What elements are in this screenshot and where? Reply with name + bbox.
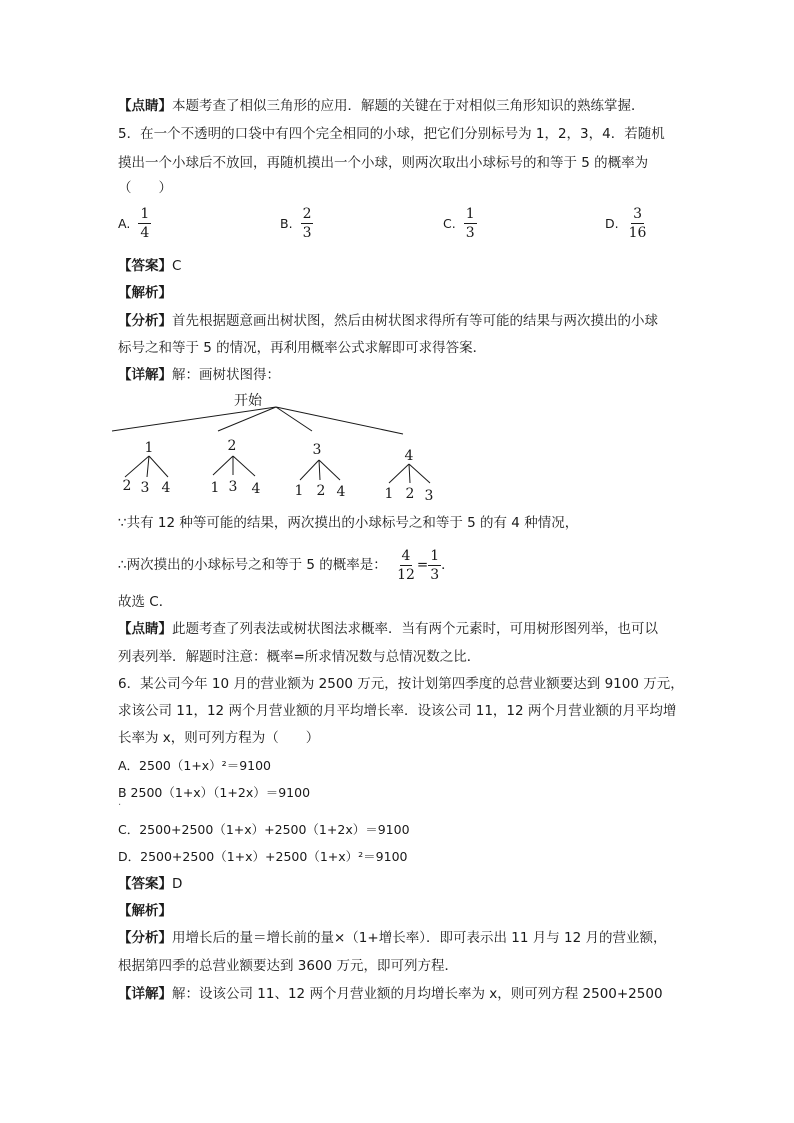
option-label: B. [280, 216, 293, 231]
q5-option-b [280, 206, 313, 241]
tree-root-label: 开始 [234, 393, 262, 409]
q6-analysis-tag: 【解析】 [118, 903, 172, 919]
tree-leaf: 1 [384, 486, 394, 502]
option-label: A. [118, 216, 131, 231]
q5-detail: 【详解】解：画树状图得： [118, 367, 280, 383]
q5-line-3: （ ） [118, 180, 172, 196]
q5-analysis-tag: 【解析】 [118, 285, 172, 301]
tree-edge [218, 407, 276, 431]
q5-because-line: ∵共有 12 种等可能的结果，两次摸出的小球标号之和等于 5 的有 4 种情况， [118, 515, 579, 531]
q5-fenxi-line-2: 标号之和等于 5 的情况，再利用概率公式求解即可求得答案． [118, 340, 487, 356]
q5-fenxi-line-1: 【分析】首先根据题意画出树状图，然后由树状图求得所有等可能的结果与两次摸出的小球 [118, 313, 658, 329]
q5-option-c [443, 206, 477, 241]
fraction-1-3: $\frac{1}{3}$ [430, 547, 440, 583]
option-label: D. [605, 216, 619, 231]
answer-value: D [172, 876, 183, 892]
dianjing-text: 本题考查了相似三角形的应用．解题的关键在于对相似三角形知识的熟练掌握． [172, 98, 645, 114]
q5-dianjing-line-2: 列表列举．解题时注意：概率=所求情况数与总情况数之比． [118, 649, 481, 665]
tree-leaf: 1 [294, 483, 304, 499]
tree-leaf: 4 [336, 484, 346, 500]
tree-leaf: 4 [161, 480, 171, 496]
tree-node-2: 2 [227, 438, 237, 454]
q5-answer: 【答案】C [118, 258, 182, 274]
q5-therefore-line: ∴两次摸出的小球标号之和等于 5 的概率是： $\frac{4}{12}$ = $\frac{1}{3}$ ． [118, 547, 455, 583]
q6-option-d: D．2500+2500（1+x）+2500（1+x）²＝9100 [118, 849, 408, 864]
q5-option-a [118, 206, 151, 241]
tree-leaf: 3 [228, 479, 238, 495]
q6-option-c: C．2500+2500（1+x）+2500（1+2x）＝9100 [118, 822, 410, 837]
option-fraction: $\frac{1}{4}$ [140, 206, 150, 241]
tree-leaf: 3 [140, 480, 150, 496]
q6-answer: 【答案】D [118, 876, 183, 892]
option-fraction: $\frac{2}{3}$ [302, 206, 312, 241]
note-line-previous [118, 96, 645, 116]
q6-line-3: 长率为 x，则可列方程为（ ） [118, 730, 320, 746]
tree-node-4: 4 [404, 448, 414, 464]
tree-diagram [0, 385, 794, 510]
q5-option-d [605, 206, 648, 241]
tree-node-1: 1 [144, 440, 154, 456]
option-fraction: $\frac{1}{3}$ [465, 206, 475, 241]
answer-value: C [172, 258, 182, 274]
q6-detail: 【详解】解：设该公司 11、12 两个月营业额的月均增长率为 x，则可列方程 2500+2500 [118, 986, 663, 1002]
tree-leaf: 4 [251, 481, 261, 497]
tree-leaf: 2 [122, 478, 132, 494]
q5-dianjing-line-1: 【点睛】此题考查了列表法或树状图法求概率．当有两个元素时，可用树形图列举，也可以 [118, 621, 658, 637]
option-fraction: $\frac{3}{16}$ [628, 206, 647, 241]
tree-leaf: 1 [210, 480, 220, 496]
q6-fenxi-line-2: 根据第四季的总营业额要达到 3600 万元，即可列方程． [118, 958, 458, 974]
q6-option-b-dot: · [118, 800, 122, 811]
q6-option-a: A．2500（1+x）²＝9100 [118, 758, 272, 773]
q6-fenxi-line-1: 【分析】用增长后的量＝增长前的量×（1+增长率）．即可表示出 11 月与 12 月的营业额， [118, 930, 667, 946]
q6-option-b: B 2500（1+x）（1+2x）＝9100 [118, 785, 311, 800]
option-label: C. [443, 216, 456, 231]
q5-line-2: 摸出一个小球后不放回，再随机摸出一个小球，则两次取出小球标号的和等于 5 的概率为 [118, 155, 649, 171]
tree-edge [276, 407, 403, 434]
q6-line-1: 6．某公司今年 10 月的营业额为 2500 万元，按计划第四季度的总营业额要达到 9100 万元， [118, 676, 684, 692]
tree-node-3: 3 [312, 442, 322, 458]
tree-edge [112, 407, 276, 431]
q6-line-2: 求该公司 11，12 两个月营业额的月平均增长率．设该公司 11，12 两个月营业额的月平均增 [118, 703, 677, 719]
tree-leaf: 2 [316, 483, 326, 499]
fraction-4-12: $\frac{4}{12}$ [397, 547, 415, 583]
q5-line-1: 5．在一个不透明的口袋中有四个完全相同的小球，把它们分别标号为 1，2，3，4．若随机 [118, 126, 665, 142]
tree-leaf: 3 [424, 488, 434, 504]
q5-choose: 故选 C． [118, 594, 173, 610]
tree-leaf: 2 [405, 486, 415, 502]
dianjing-tag: 【点睛】 [118, 98, 172, 114]
